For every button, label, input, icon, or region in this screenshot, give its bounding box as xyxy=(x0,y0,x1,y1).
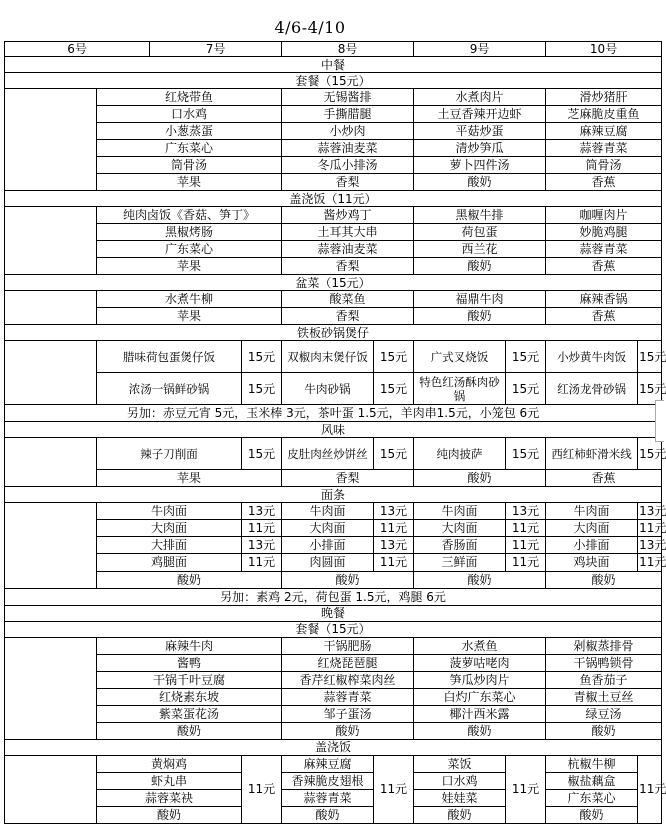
lunch-rice-row xyxy=(5,241,662,258)
menu-item: 酸奶 xyxy=(414,174,546,191)
price-cell: 15元 xyxy=(638,438,662,470)
price-cell: 11元 xyxy=(506,554,546,571)
dinner-set-row xyxy=(5,637,662,654)
menu-item: 蒜蓉青菜 xyxy=(546,140,662,157)
menu-item: 广东菜心 xyxy=(97,241,282,258)
menu-item: 酸奶 xyxy=(97,806,242,823)
menu-item: 酱炒鸡丁 xyxy=(282,207,414,224)
menu-item: 特色红汤酥肉砂锅 xyxy=(414,373,506,405)
price-cell: 11元 xyxy=(242,520,282,537)
menu-item: 酸奶 xyxy=(414,258,546,275)
menu-item: 小排面 xyxy=(546,537,638,554)
menu-item: 福鼎牛肉 xyxy=(414,291,546,308)
menu-item: 大肉面 xyxy=(546,520,638,537)
menu-item: 苹果 xyxy=(97,470,282,487)
menu-item: 筒骨汤 xyxy=(97,157,282,174)
price-cell: 15元 xyxy=(374,341,414,373)
noodle-row xyxy=(5,503,662,520)
menu-item: 酸奶 xyxy=(97,571,282,588)
menu-item: 辣子刀削面 xyxy=(97,438,242,470)
menu-item: 无锡酱排 xyxy=(282,89,414,106)
menu-item: 西红柿虾滑米线 xyxy=(546,438,638,470)
price-cell: 11元 xyxy=(506,755,546,823)
menu-item: 蒜蓉青菜 xyxy=(282,789,374,806)
lunch-bowl-heading: 盆菜（15元） xyxy=(5,275,662,291)
menu-item: 干锅千叶豆腐 xyxy=(97,671,282,688)
noodle-yogurt-row xyxy=(5,571,662,588)
noodle-row xyxy=(5,537,662,554)
lunch-set-row xyxy=(5,140,662,157)
dinner-heading: 晚餐 xyxy=(5,605,662,621)
dinner-set-row xyxy=(5,654,662,671)
price-cell: 11元 xyxy=(506,520,546,537)
lunch-flavor-heading: 风味 xyxy=(5,422,662,438)
menu-item: 麻辣牛肉 xyxy=(97,637,282,654)
price-cell: 11元 xyxy=(639,521,666,536)
menu-item: 蒜蓉油麦菜 xyxy=(282,140,414,157)
price-cell: 13元 xyxy=(374,537,414,554)
lunch-pot-row xyxy=(5,373,662,405)
header-day-8: 8号 xyxy=(282,42,414,57)
price-cell: 13元 xyxy=(242,537,282,554)
page-edge-marker xyxy=(655,400,664,442)
menu-item: 香梨 xyxy=(282,470,414,487)
lunch-flavor-row xyxy=(5,438,662,470)
menu-item: 筒骨汤 xyxy=(546,157,662,174)
menu-item: 牛肉面 xyxy=(282,503,374,520)
price-cell: 11元 xyxy=(506,537,546,554)
day6-empty-cell xyxy=(5,637,97,739)
menu-item: 香蕉 xyxy=(546,258,662,275)
menu-item: 黑椒烤肠 xyxy=(97,224,282,241)
price-cell: 15元 xyxy=(242,373,282,405)
price-cell: 11元 xyxy=(242,554,282,571)
menu-item: 香梨 xyxy=(282,308,414,325)
lunch-rice-heading: 盖浇饭（11元） xyxy=(5,191,662,207)
menu-item: 香辣脆皮翅根 xyxy=(282,772,374,789)
dinner-set-row xyxy=(5,705,662,722)
menu-item: 香梨 xyxy=(282,174,414,191)
menu-item: 椒盐藕盒 xyxy=(546,772,638,789)
noodles-extras-note: 另加：素鸡 2元，荷包蛋 1.5元，鸡腿 6元 xyxy=(5,588,662,605)
lunch-set-heading: 套餐（15元） xyxy=(5,73,662,89)
menu-item: 小葱蒸蛋 xyxy=(97,123,282,140)
menu-item: 妙脆鸡腿 xyxy=(546,224,662,241)
lunch-set-row xyxy=(5,123,662,140)
lunch-noodles-heading: 面条 xyxy=(5,487,662,503)
menu-item: 皮肚肉丝炒饼丝 xyxy=(282,438,374,470)
menu-item: 杭椒牛柳 xyxy=(546,755,638,772)
menu-item: 大肉面 xyxy=(414,520,506,537)
day6-empty-cell xyxy=(5,207,97,275)
menu-item: 清炒笋瓜 xyxy=(414,140,546,157)
noodle-row xyxy=(5,554,662,571)
price-cell: 15元 xyxy=(242,341,282,373)
menu-item: 大肉面 xyxy=(97,520,242,537)
menu-item: 酸奶 xyxy=(282,722,414,739)
menu-item: 酸奶 xyxy=(546,722,662,739)
lunch-rice-row xyxy=(5,258,662,275)
menu-item: 蒜蓉油麦菜 xyxy=(282,241,414,258)
menu-item: 酸奶 xyxy=(97,722,282,739)
menu-item: 白灼广东菜心 xyxy=(414,688,546,705)
price-cell: 15元 xyxy=(242,438,282,470)
menu-item: 小炒黄牛肉饭 xyxy=(546,341,638,373)
dinner-rice-row xyxy=(5,806,662,823)
price-cell: 11元 xyxy=(374,755,414,823)
dinner-set-row xyxy=(5,688,662,705)
menu-item: 纯肉卤饭《香菇、笋丁》 xyxy=(97,207,282,224)
menu-item: 香蕉 xyxy=(546,308,662,325)
header-day-7: 7号 xyxy=(150,42,282,57)
lunch-bowl-row xyxy=(5,291,662,308)
menu-item: 双椒肉末煲仔饭 xyxy=(282,341,374,373)
menu-item: 苹果 xyxy=(97,258,282,275)
menu-item: 大排面 xyxy=(97,537,242,554)
menu-item: 牛肉面 xyxy=(546,503,638,520)
header-day-6: 6号 xyxy=(5,42,150,57)
dinner-rice-heading: 盖浇饭 xyxy=(5,739,662,755)
menu-item: 酸奶 xyxy=(414,722,546,739)
lunch-bowl-row xyxy=(5,308,662,325)
lunch-set-row xyxy=(5,174,662,191)
menu-item: 红烧素东坡 xyxy=(97,688,282,705)
menu-item: 浓汤一锅鲜砂锅 xyxy=(97,373,242,405)
menu-item: 小炒肉 xyxy=(282,123,414,140)
price-cell: 15元 xyxy=(506,438,546,470)
price-cell: 15元 xyxy=(638,341,662,373)
price-cell: 11元 xyxy=(374,520,414,537)
menu-item: 土耳其大串 xyxy=(282,224,414,241)
menu-item: 大肉面 xyxy=(282,520,374,537)
menu-item: 芝麻脆皮重鱼 xyxy=(546,106,662,123)
price-cell: 13元 xyxy=(639,538,666,553)
menu-item: 鸡块面 xyxy=(546,554,638,571)
page-title: 4/6-4/10 xyxy=(274,18,346,37)
menu-item: 酸奶 xyxy=(282,571,414,588)
menu-item: 水煮牛柳 xyxy=(97,291,282,308)
lunch-set-row xyxy=(5,89,662,106)
lunch-rice-row xyxy=(5,224,662,241)
menu-item: 口水鸡 xyxy=(414,772,506,789)
menu-item: 酸奶 xyxy=(282,806,374,823)
menu-item: 蒜蓉菜袂 xyxy=(97,789,242,806)
day6-empty-cell xyxy=(5,341,97,405)
lunch-set-row xyxy=(5,157,662,174)
menu-item: 麻辣豆腐 xyxy=(546,123,662,140)
price-cell: 15元 xyxy=(506,373,546,405)
weekly-menu-table xyxy=(4,41,666,824)
menu-item: 香蕉 xyxy=(546,470,662,487)
menu-item: 咖喱肉片 xyxy=(546,207,662,224)
menu-item: 苹果 xyxy=(97,308,282,325)
menu-item: 广式叉烧饭 xyxy=(414,341,506,373)
menu-item: 酸奶 xyxy=(414,470,546,487)
menu-item: 黑椒牛排 xyxy=(414,207,546,224)
menu-item: 水煮鱼 xyxy=(414,637,546,654)
day6-empty-cell xyxy=(5,755,97,823)
menu-item: 红汤龙骨砂锅 xyxy=(546,373,638,405)
menu-item: 酱鸭 xyxy=(97,654,282,671)
price-cell: 11元 xyxy=(638,755,662,823)
menu-item: 黄焖鸡 xyxy=(97,755,242,772)
menu-item: 酸奶 xyxy=(546,806,638,823)
menu-item: 鸡腿面 xyxy=(97,554,242,571)
menu-item: 萝卜四件汤 xyxy=(414,157,546,174)
menu-item: 笋瓜炒肉片 xyxy=(414,671,546,688)
lunch-rice-row xyxy=(5,207,662,224)
price-cell: 15元 xyxy=(638,373,662,405)
menu-item: 香梨 xyxy=(282,258,414,275)
menu-item: 红烧带鱼 xyxy=(97,89,282,106)
menu-item: 酸菜鱼 xyxy=(282,291,414,308)
dinner-rice-row xyxy=(5,755,662,772)
price-cell: 15元 xyxy=(506,341,546,373)
menu-item: 虾丸串 xyxy=(97,772,242,789)
menu-item: 冬瓜小排汤 xyxy=(282,157,414,174)
menu-item: 蒜蓉青菜 xyxy=(546,241,662,258)
day6-empty-cell xyxy=(5,291,97,325)
menu-item: 麻辣香锅 xyxy=(546,291,662,308)
price-cell: 11元 xyxy=(242,755,282,823)
menu-item: 绿豆汤 xyxy=(546,705,662,722)
menu-item: 牛肉砂锅 xyxy=(282,373,374,405)
menu-item: 麻辣豆腐 xyxy=(282,755,374,772)
menu-item: 广东菜心 xyxy=(97,140,282,157)
price-cell: 11元 xyxy=(374,554,414,571)
menu-item: 腊味荷包蛋煲仔饭 xyxy=(97,341,242,373)
menu-item: 干锅肥肠 xyxy=(282,637,414,654)
menu-item: 苹果 xyxy=(97,174,282,191)
dinner-rice-row xyxy=(5,772,662,789)
menu-item: 酸奶 xyxy=(414,308,546,325)
menu-item: 肉圆面 xyxy=(282,554,374,571)
price-cell: 13元 xyxy=(374,503,414,520)
dinner-set-heading: 套餐（15元） xyxy=(5,621,662,637)
menu-item: 蒜蓉青菜 xyxy=(282,688,414,705)
menu-item: 小排面 xyxy=(282,537,374,554)
menu-item: 酸奶 xyxy=(414,806,506,823)
menu-item: 干锅鸭锁骨 xyxy=(546,654,662,671)
day6-empty-cell xyxy=(5,89,97,191)
dinner-rice-row xyxy=(5,789,662,806)
price-cell: 13元 xyxy=(639,504,666,519)
menu-item: 娃娃菜 xyxy=(414,789,506,806)
dinner-set-row xyxy=(5,722,662,739)
header-day-9: 9号 xyxy=(414,42,546,57)
menu-item: 菜饭 xyxy=(414,755,506,772)
menu-item: 鱼香茄子 xyxy=(546,671,662,688)
menu-item: 酸奶 xyxy=(546,571,662,588)
menu-item: 滑炒猪肝 xyxy=(546,89,662,106)
lunch-flavor-fruit-row xyxy=(5,470,662,487)
menu-item: 平菇炒蛋 xyxy=(414,123,546,140)
header-day-10: 10号 xyxy=(546,42,662,57)
menu-item: 牛肉面 xyxy=(414,503,506,520)
lunch-pot-row xyxy=(5,341,662,373)
menu-item: 手撕腊腿 xyxy=(282,106,414,123)
menu-item: 广东菜心 xyxy=(546,789,638,806)
dinner-set-row xyxy=(5,671,662,688)
menu-item: 椰汁西米露 xyxy=(414,705,546,722)
menu-item: 邹子蛋汤 xyxy=(282,705,414,722)
price-cell: 13元 xyxy=(242,503,282,520)
price-cell: 15元 xyxy=(374,438,414,470)
menu-item: 青椒土豆丝 xyxy=(546,688,662,705)
day6-empty-cell xyxy=(5,438,97,487)
menu-item: 西兰花 xyxy=(414,241,546,258)
noodle-row xyxy=(5,520,662,537)
menu-item: 荷包蛋 xyxy=(414,224,546,241)
menu-item: 牛肉面 xyxy=(97,503,242,520)
lunch-pot-heading: 铁板砂锅煲仔 xyxy=(5,325,662,341)
menu-item: 水煮肉片 xyxy=(414,89,546,106)
lunch-heading: 中餐 xyxy=(5,57,662,73)
price-cell: 13元 xyxy=(506,503,546,520)
lunch-set-row xyxy=(5,106,662,123)
day6-empty-cell xyxy=(5,503,97,588)
menu-item: 土豆香辣开边虾 xyxy=(414,106,546,123)
price-cell: 15元 xyxy=(374,373,414,405)
menu-item: 酸奶 xyxy=(414,571,546,588)
menu-item: 口水鸡 xyxy=(97,106,282,123)
menu-item: 紫菜蛋花汤 xyxy=(97,705,282,722)
menu-item: 三鲜面 xyxy=(414,554,506,571)
menu-item: 剁椒蒸排骨 xyxy=(546,637,662,654)
header-row xyxy=(5,42,662,57)
menu-item: 香肠面 xyxy=(414,537,506,554)
menu-item: 菠萝咕咾肉 xyxy=(414,654,546,671)
menu-item: 纯肉披萨 xyxy=(414,438,506,470)
menu-item: 香蕉 xyxy=(546,174,662,191)
price-cell: 11元 xyxy=(639,555,666,570)
menu-item: 香芹红椒榨菜肉丝 xyxy=(282,671,414,688)
lunch-pot-extras-note: 另加：赤豆元宵 5元，玉米棒 3元，茶叶蛋 1.5元，羊肉串1.5元，小笼包 6元 xyxy=(5,405,662,422)
menu-item: 红烧琵琶腿 xyxy=(282,654,414,671)
